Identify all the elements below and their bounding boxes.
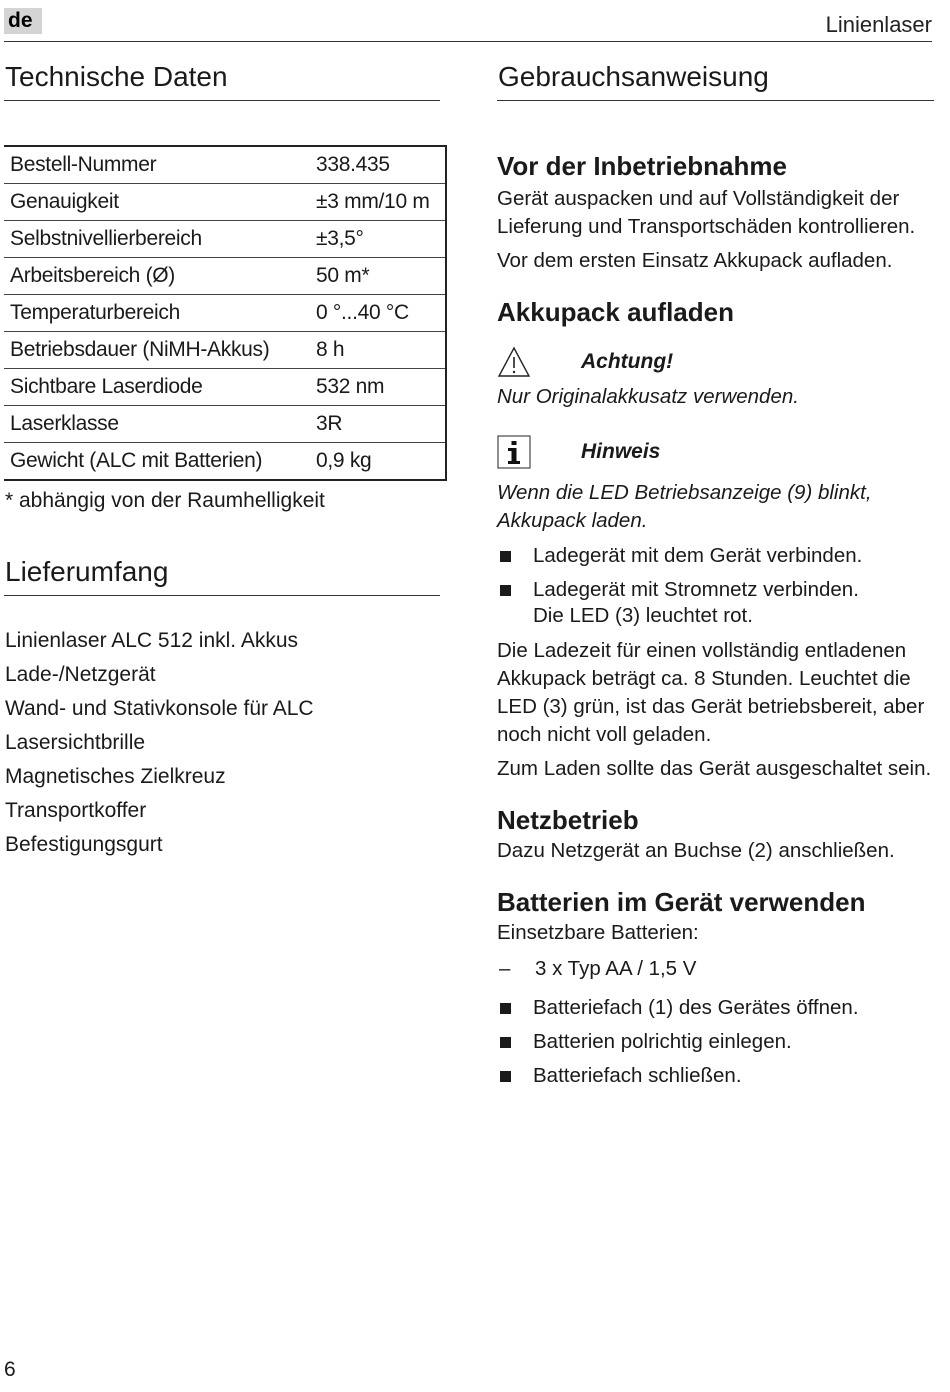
spec-value: ±3 mm/10 m (310, 184, 446, 221)
info-note (497, 435, 934, 469)
spec-value: ±3,5° (310, 221, 446, 258)
bullet-square-icon (497, 1063, 533, 1089)
bullet-text: Batteriefach (1) des Gerätes öffnen. (533, 996, 859, 1019)
bullet-item (497, 1063, 934, 1089)
spec-label: Bestell-Nummer (4, 146, 310, 184)
before-use-paragraph-2: Vor dem ersten Einsatz Akkupack aufladen. (497, 249, 893, 272)
scope-of-delivery-heading: Lieferumfang (4, 551, 440, 596)
spec-row (4, 406, 446, 443)
mains-operation-heading: Netzbetrieb (497, 805, 639, 835)
delivery-item: Wand- und Stativkonsole für ALC (5, 697, 314, 720)
language-badge: de (4, 8, 42, 34)
warning-triangle-icon (497, 345, 531, 379)
spec-label: Temperaturbereich (4, 295, 310, 332)
bullet-text: Ladegerät mit dem Gerät verbinden. (533, 544, 863, 567)
warning-text: Nur Originalakkusatz verwenden. (497, 385, 799, 408)
spec-value: 50 m* (310, 258, 446, 295)
spec-row (4, 146, 446, 184)
batteries-paragraph: Einsetzbare Batterien: (497, 921, 699, 944)
spec-table (4, 145, 447, 481)
page-number: 6 (4, 1358, 16, 1381)
dash-text: 3 x Typ AA / 1,5 V (535, 957, 697, 980)
spec-label: Betriebsdauer (NiMH-Akkus) (4, 332, 310, 369)
document-title: Linienlaser (825, 12, 932, 37)
bullet-text: Batteriefach schließen. (533, 1064, 742, 1087)
dash-item (497, 955, 934, 983)
delivery-list (4, 624, 440, 862)
delivery-item: Linienlaser ALC 512 inkl. Akkus (5, 629, 299, 652)
mains-operation-paragraph: Dazu Netzgerät an Buchse (2) anschließen. (497, 839, 895, 862)
charge-time-paragraph: Die Ladezeit für einen vollständig entladenen Akkupack beträgt ca. 8 Stunden. Leuchtet die LED (3) grün, ist das Gerät betriebsbereit, aber noch nicht voll geladen. (497, 639, 925, 746)
before-use-paragraph-1: Gerät auspacken und auf Vollständigkeit der Lieferung und Transportschäden kontrollieren. (497, 187, 916, 238)
spec-row (4, 295, 446, 332)
dash-mark: – (499, 957, 511, 980)
section-batteries (497, 887, 934, 1089)
delivery-item: Befestigungsgurt (5, 833, 163, 856)
section-before-use (497, 151, 934, 275)
spec-label: Arbeitsbereich (Ø) (4, 258, 310, 295)
info-label: Hinweis (581, 440, 661, 463)
warning-note (497, 345, 934, 379)
spec-value: 532 nm (310, 369, 446, 406)
spec-row (4, 332, 446, 369)
bullet-square-icon (497, 543, 533, 569)
spec-value: 0,9 kg (316, 449, 372, 472)
bullet-text: Batterien polrichtig einlegen. (533, 1030, 792, 1053)
spec-row (4, 221, 446, 258)
section-mains-operation (497, 805, 934, 865)
bullet-text: Ladegerät mit Stromnetz verbinden. Die LED (3) leuchtet rot. (533, 578, 859, 627)
spec-row (4, 184, 446, 221)
footnote: * abhängig von der Raumhelligkeit (5, 489, 325, 512)
charge-off-paragraph: Zum Laden sollte das Gerät ausgeschaltet sein. (497, 757, 932, 780)
bullet-item (497, 995, 934, 1021)
spec-row (4, 369, 446, 406)
bullet-item (497, 577, 934, 629)
spec-label: Sichtbare Laserdiode (4, 369, 310, 406)
bullet-square-icon (497, 995, 533, 1021)
spec-row (4, 443, 446, 481)
before-use-heading: Vor der Inbetriebnahme (497, 151, 787, 181)
header-divider (4, 41, 932, 42)
section-charge-battery (497, 297, 934, 783)
delivery-item: Lade-/Netzgerät (5, 663, 156, 686)
charge-battery-heading: Akkupack aufladen (497, 297, 734, 327)
delivery-item: Magnetisches Zielkreuz (5, 765, 226, 788)
delivery-item: Lasersichtbrille (5, 731, 146, 754)
spec-value: 8 h (310, 332, 446, 369)
bullet-square-icon (497, 577, 533, 629)
delivery-item: Transportkoffer (5, 799, 147, 822)
spec-label: Gewicht (ALC mit Batterien) (10, 449, 263, 472)
batteries-heading: Batterien im Gerät verwenden (497, 887, 866, 917)
spec-label: Genauigkeit (4, 184, 310, 221)
bullet-square-icon (497, 1029, 533, 1055)
left-column (4, 56, 440, 862)
spec-value: 0 °...40 °C (310, 295, 446, 332)
spec-value: 338.435 (310, 146, 446, 184)
spec-label: Laserklasse (4, 406, 310, 443)
bullet-item (497, 1029, 934, 1055)
right-column (497, 56, 934, 1089)
manual-heading: Gebrauchsanweisung (497, 56, 934, 101)
warning-label: Achtung! (581, 350, 674, 373)
bullet-item (497, 543, 934, 569)
technical-data-heading: Technische Daten (4, 56, 440, 101)
info-text: Wenn die LED Betriebsanzeige (9) blinkt, Akkupack laden. (497, 481, 872, 532)
spec-label: Selbstnivellierbereich (4, 221, 310, 258)
info-icon (497, 435, 531, 469)
spec-row (4, 258, 446, 295)
spec-value: 3R (310, 406, 446, 443)
